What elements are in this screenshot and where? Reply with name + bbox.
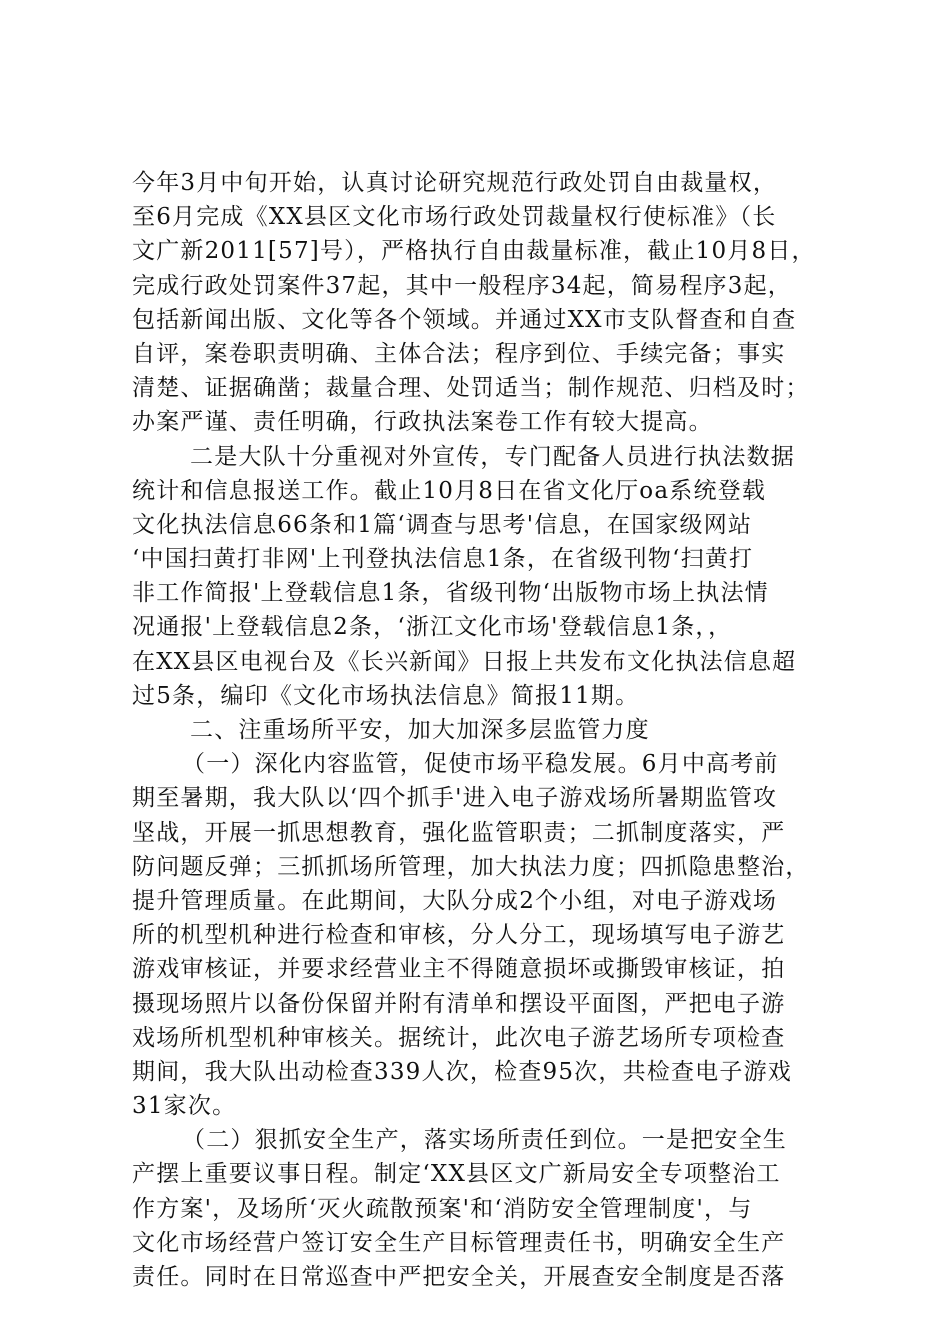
text-line: 在XX县区电视台及《长兴新闻》日报上共发布文化执法信息超 [132,648,797,675]
text-line: （二）狠抓安全生产，落实场所责任到位。一是把安全生 [182,1127,787,1154]
text-line: ‘中国扫黄打非网'上刊登执法信息1条，在省级刊物‘扫黄打 [132,546,754,573]
text-line: 期间，我大队出动检查339人次，检查95次，共检查电子游戏 [132,1058,792,1085]
text-line: 自评，案卷职责明确、主体合法；程序到位、手续完备；事实 [132,340,786,367]
text-line: 戏场所机型机种审核关。据统计，此次电子游艺场所专项检查 [132,1024,786,1051]
text-line: 摄现场照片以备份保留并附有清单和摆设平面图，严把电子游 [132,990,786,1017]
text-line: 防问题反弹；三抓抓场所管理，加大执法力度；四抓隐患整治， [132,853,810,880]
text-line: 文化执法信息66条和1篇‘调查与思考'信息，在国家级网站 [132,511,753,538]
document-body [132,166,832,1294]
text-line: 文广新2011[57]号），严格执行自由裁量标准，截止10月8日， [132,238,816,265]
text-line: 产摆上重要议事日程。制定‘XX县区文广新局安全专项整治工 [132,1161,781,1188]
text-line: 文化市场经营户签订安全生产目标管理责任书，明确安全生产 [132,1229,786,1256]
text-line: 办案严谨、责任明确，行政执法案卷工作有较大提高。 [132,409,713,436]
text-line: 今年3月中旬开始，认真讨论研究规范行政处罚自由裁量权， [132,170,778,196]
text-line: 二、注重场所平安，加大加深多层监管力度 [190,717,650,743]
text-line: 非工作简报'上登载信息1条，省级刊物‘出版物市场上执法情 [132,580,769,607]
text-line: 至6月完成《XX县区文化市场行政处罚裁量权行使标准》（长 [132,204,777,231]
text-line: 统计和信息报送工作。截止10月8日在省文化厅oa系统登载 [132,477,767,504]
text-line: 坚战，开展一抓思想教育，强化监管职责；二抓制度落实，严 [132,819,786,846]
text-line: 况通报'上登载信息2条，‘浙江文化市场'登载信息1条，， [132,614,733,641]
text-line: 所的机型机种进行检查和审核，分人分工，现场填写电子游艺 [132,922,786,949]
text-line: 游戏审核证，并要求经营业主不得随意损坏或撕毁审核证，拍 [132,956,786,983]
text-line: 作方案'，及场所‘灭火疏散预案'和‘消防安全管理制度'，与 [132,1195,753,1222]
text-line: 二是大队十分重视对外宣传，专门配备人员进行执法数据 [190,443,795,470]
text-line: 责任。同时在日常巡查中严把安全关，开展查安全制度是否落 [132,1264,786,1290]
text-line: 包括新闻出版、文化等各个领域。并通过XX市支队督查和自查 [132,306,797,333]
text-line: 完成行政处罚案件37起，其中一般程序34起，简易程序3起， [132,272,792,299]
text-line: 清楚、证据确凿；裁量合理、处罚适当；制作规范、归档及时； [132,375,810,402]
text-line: 31家次。 [132,1093,237,1120]
text-line: 提升管理质量。在此期间，大队分成2个小组，对电子游戏场 [132,887,778,914]
text-line: 过5条，编印《文化市场执法信息》简报11期。 [132,682,640,709]
text-line: （一）深化内容监管，促使市场平稳发展。6月中高考前 [182,751,779,778]
text-line: 期至暑期，我大队以‘四个抓手'进入电子游戏场所暑期监管攻 [132,785,778,812]
